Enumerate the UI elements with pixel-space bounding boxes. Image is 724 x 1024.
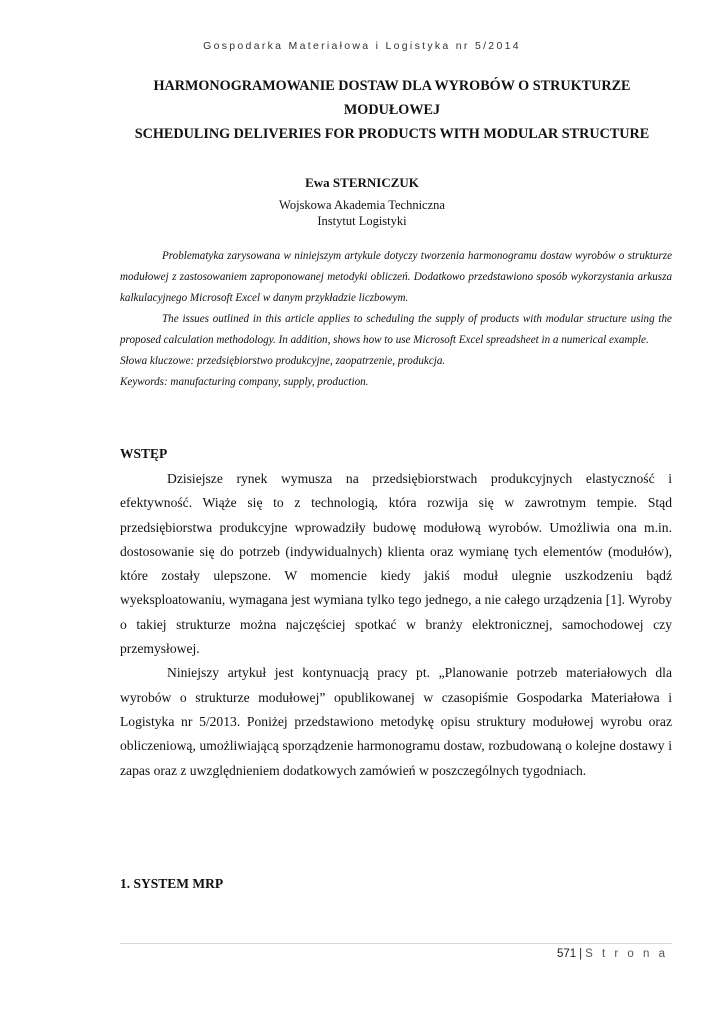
keywords-polish: Słowa kluczowe: przedsiębiorstwo produkcyjne, zaopatrzenie, produkcja. bbox=[120, 355, 446, 367]
abstract bbox=[120, 246, 672, 393]
title-polish-line1: HARMONOGRAMOWANIE DOSTAW DLA WYROBÓW O STRUKTURZE bbox=[153, 78, 631, 94]
page-number: 571 bbox=[556, 948, 577, 960]
page-footer bbox=[557, 948, 668, 960]
abstract-english: The issues outlined in this article applies to scheduling the supply of products with modular structure using the proposed calculation methodology. In addition, shows how to use Microsoft Excel spreadsheet in a numerical example. bbox=[120, 313, 672, 346]
intro-paragraph-1: Dzisiejsze rynek wymusza na przedsiębiorstwach produkcyjnych elastyczność i efektywność. Wiąże się to z technologią, która rozwija się w zawrotnym tempie. Stąd przedsiębiorstwa produkcyjne wprowadziły budowę modułową wyrobów. Umożliwia ona m.in. dostosowanie się do potrzeb (indywidualnych) klienta oraz wymianę tych elementów (modułów), które zostały ulepszone. W momencie kiedy jakiś moduł ulegnie uszkodzeniu bądź wyeksploatowaniu, wymagana jest wymiana tylko tego jednego, a nie całego urządzenia [1]. Wyroby o takiej strukturze można najczęściej spotkać w branży elektronicznej, samochodowej czy przemysłowej. bbox=[120, 471, 672, 657]
section-1-heading: 1. SYSTEM MRP bbox=[120, 876, 224, 891]
running-header: Gospodarka Materiałowa i Logistyka nr 5/2014 bbox=[203, 40, 521, 52]
title-polish-line2: MODUŁOWEJ bbox=[343, 102, 441, 118]
article-title bbox=[100, 74, 684, 146]
footer-separator: | bbox=[579, 948, 583, 960]
author-name: Ewa STERNICZUK bbox=[305, 175, 419, 190]
affiliation-institute: Instytut Logistyki bbox=[317, 214, 407, 228]
intro-paragraph-2: Niniejszy artykuł jest kontynuacją pracy pt. „Planowanie potrzeb materiałowych dla wyrobów o strukturze modułowej” opublikowanej w czasopiśmie Gospodarka Materiałowa i Logistyka nr 5/2013. Poniżej przedstawiono metodykę opisu struktury modułowej wyrobu oraz obliczeniową, umożliwiającą sporządzenie harmonogramu dostaw, rozbudowaną o kolejne dostawy i zapas oraz z uwzględnieniem dodatkowych zamówień w poszczególnych tygodniach. bbox=[120, 665, 672, 778]
footer-divider bbox=[120, 943, 672, 944]
intro-body bbox=[120, 467, 672, 783]
keywords-english: Keywords: manufacturing company, supply, production. bbox=[120, 376, 369, 388]
affiliation-university: Wojskowa Akademia Techniczna bbox=[279, 198, 445, 212]
page-word: S t r o n a bbox=[585, 948, 668, 960]
title-english: SCHEDULING DELIVERIES FOR PRODUCTS WITH MODULAR STRUCTURE bbox=[134, 126, 650, 142]
abstract-polish: Problematyka zarysowana w niniejszym artykule dotyczy tworzenia harmonogramu dostaw wyrobów o strukturze modułowej z zastosowaniem zaproponowanej metodyki obliczeń. Dodatkowo przedstawiono sposób wykorzystania arkusza kalkulacyjnego Microsoft Excel w danym przykładzie liczbowym. bbox=[120, 250, 672, 304]
intro-heading: WSTĘP bbox=[120, 446, 168, 461]
